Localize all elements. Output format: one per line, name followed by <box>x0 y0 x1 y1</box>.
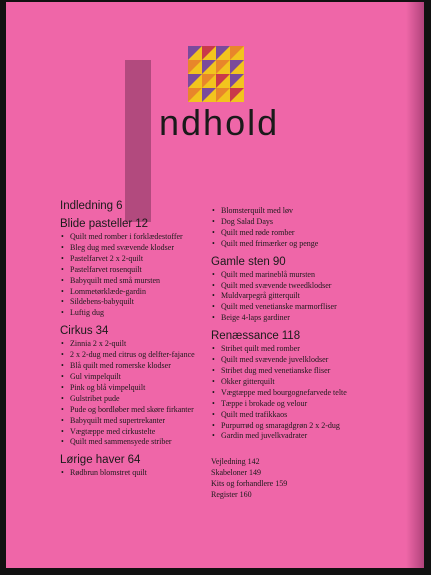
toc-entry[interactable]: • Quilt med marineblå mursten <box>211 270 401 281</box>
toc-entry[interactable]: • Lommetørklæde-gardin <box>60 287 250 298</box>
page-edge-shadow <box>406 2 424 568</box>
toc-entry[interactable]: • Zinnia 2 x 2-quilt <box>60 339 250 350</box>
toc-entry[interactable]: • Rødbrun blomstret quilt <box>60 468 250 479</box>
section-title: Lørige haver <box>60 454 125 467</box>
toc-entry[interactable]: • Beige 4-laps gardiner <box>211 313 401 324</box>
toc-entry[interactable]: • Gardin med juvelkvadrater <box>211 431 401 442</box>
section-heading[interactable] <box>211 256 401 268</box>
appendix-entry[interactable]: Kits og forhandlere 159 <box>211 479 288 489</box>
toc-entry[interactable]: • Quilt med svævende juvelklodser <box>211 355 401 366</box>
quilt-block-icon <box>188 46 244 102</box>
toc-entry[interactable]: • Babyquilt med supertrekanter <box>60 416 250 427</box>
toc-entry[interactable]: • Sildebens-babyquilt <box>60 297 250 308</box>
toc-entry[interactable]: • Purpurrød og smaragdgrøn 2 x 2-dug <box>211 421 401 432</box>
toc-entry[interactable]: • 2 x 2-dug med citrus og delfter-fajance <box>60 350 250 361</box>
toc-entry[interactable]: • Muldvarpegrå gitterquilt <box>211 291 401 302</box>
toc-entry[interactable]: • Blomsterquilt med løv <box>211 206 401 217</box>
section-item-list <box>211 206 401 250</box>
toc-entry[interactable]: • Gul vimpelquilt <box>60 372 250 383</box>
toc-entry[interactable]: • Pastelfarvet rosenquilt <box>60 265 250 276</box>
toc-section <box>211 206 401 250</box>
toc-entry[interactable]: • Luftig dug <box>60 308 250 319</box>
section-item-list <box>211 270 401 325</box>
toc-section <box>211 256 401 325</box>
section-title: Blide pasteller <box>60 218 133 230</box>
section-title: Indledning <box>60 200 114 212</box>
toc-entry[interactable]: • Quilt med sammensyede striber <box>60 437 250 448</box>
toc-entry[interactable]: • Tæppe i brokade og velour <box>211 399 401 410</box>
toc-entry[interactable]: • Pastelfarvet 2 x 2-quilt <box>60 254 250 265</box>
section-page-number: 6 <box>116 200 123 212</box>
toc-entry[interactable]: • Dog Salad Days <box>211 217 401 228</box>
toc-entry[interactable]: • Quilt med venetianske marmorfliser <box>211 302 401 313</box>
toc-entry[interactable]: • Vægtæppe med bourgognefarvede telte <box>211 388 401 399</box>
toc-entry[interactable]: • Blå quilt med romerske klodser <box>60 361 250 372</box>
initial-i-bar <box>125 60 151 222</box>
toc-entry[interactable]: • Quilt med romber i forklædestoffer <box>60 232 250 243</box>
toc-entry[interactable]: • Okker gitterquilt <box>211 377 401 388</box>
toc-right-column <box>211 206 401 501</box>
section-heading[interactable] <box>211 330 401 342</box>
section-item-list <box>211 344 401 442</box>
section-page-number: 34 <box>95 325 109 338</box>
toc-entry[interactable]: • Pink og blå vimpelquilt <box>60 383 250 394</box>
appendix-entry[interactable]: Skabeloner 149 <box>211 468 261 478</box>
section-page-number: 118 <box>281 330 301 343</box>
toc-entry[interactable]: • Stribet quilt med romber <box>211 344 401 355</box>
section-page-number: 90 <box>272 255 286 268</box>
section-page-number: 64 <box>127 454 141 467</box>
toc-entry[interactable]: • Quilt med trafikkaos <box>211 410 401 421</box>
toc-entry[interactable]: • Quilt med røde romber <box>211 228 401 239</box>
section-title: Gamle sten <box>211 255 270 268</box>
toc-entry[interactable]: • Gulstribet pude <box>60 394 250 405</box>
toc-entry[interactable]: • Pude og bordløber med skøre firkanter <box>60 405 250 416</box>
page-title: ndhold <box>159 102 280 143</box>
appendix-entry[interactable]: Vejledning 142 <box>211 457 260 467</box>
toc-entry[interactable]: • Stribet dug med venetianske fliser <box>211 366 401 377</box>
page <box>6 2 424 568</box>
toc-entry[interactable]: • Bleg dug med svævende klodser <box>60 243 250 254</box>
toc-entry[interactable]: • Quilt med frimærker og penge <box>211 239 401 250</box>
spacer <box>211 448 401 457</box>
section-title: Cirkus <box>60 325 93 338</box>
appendix-list <box>211 457 401 501</box>
appendix-entry[interactable]: Register 160 <box>211 490 252 500</box>
toc-entry[interactable]: • Babyquilt med små mursten <box>60 276 250 287</box>
toc-entry[interactable]: • Quilt med svævende tweedklodser <box>211 281 401 292</box>
toc-section <box>211 330 401 442</box>
section-page-number: 12 <box>135 218 149 230</box>
toc-entry[interactable]: • Vægtæppe med cirkustelte <box>60 427 250 438</box>
section-title: Renæssance <box>211 330 279 343</box>
